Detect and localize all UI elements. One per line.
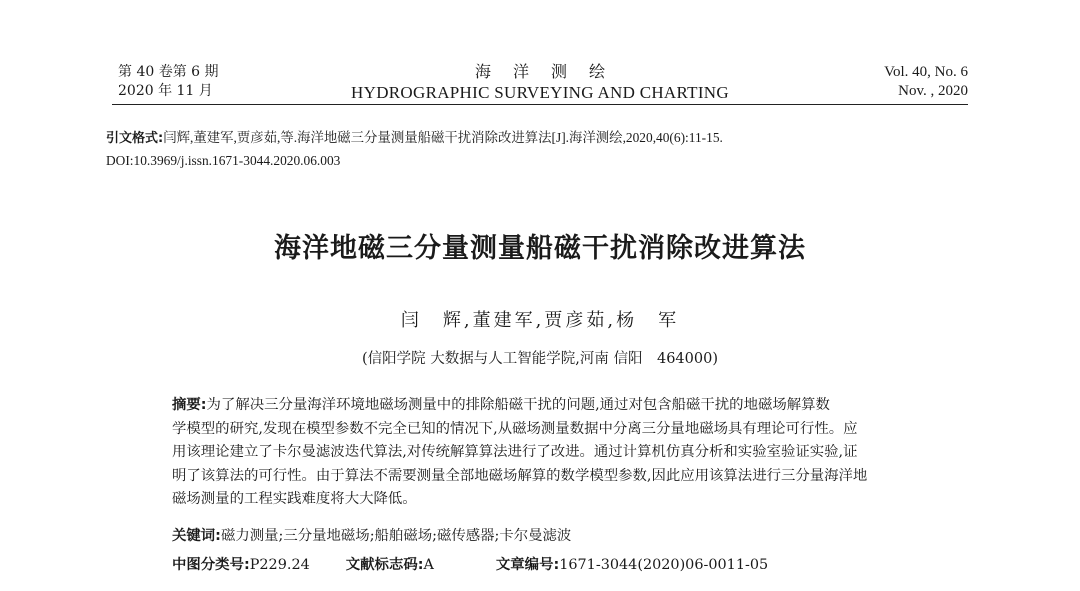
citation-block: [106, 127, 723, 172]
keywords-line: [172, 524, 571, 545]
header-volume-en: Vol. 40, No. 6: [884, 64, 968, 80]
article-number-label: 文章编号:: [495, 557, 560, 573]
abstract-block: [172, 394, 948, 512]
header-date-cn: 2020 年 11 月: [118, 83, 213, 99]
abstract-line-1: [172, 394, 948, 418]
paper-affiliation: (信阳学院 大数据与人工智能学院,河南 信阳 464000): [362, 351, 718, 367]
keywords-label: 关键词:: [172, 528, 221, 544]
abstract-text-1: 为了解决三分量海洋环境地磁场测量中的排除船磁干扰的问题,通过对包含船磁干扰的地磁场解算数: [206, 397, 830, 413]
citation-line: [106, 127, 723, 150]
header-right: [884, 63, 968, 101]
doi-line: DOI:10.3969/j.issn.1671-3044.2020.06.003: [106, 153, 341, 168]
article-number-value: 1671-3044(2020)06-0011-05: [559, 557, 769, 573]
abstract-line-4: 明了该算法的可行性。由于算法不需要测量全部地磁场解算的数学模型参数,因此应用该算法进行三分量海洋地: [172, 467, 868, 484]
citation-text: 闫辉,董建军,贾彦茹,等.海洋地磁三分量测量船磁干扰消除改进算法[J].海洋测绘,2020,40(6):11-15.: [163, 130, 723, 145]
abstract-label: 摘要:: [172, 397, 207, 413]
doc-code-label: 文献标志码:: [345, 557, 424, 573]
paper-authors: 闫 辉,董建军,贾彦茹,杨 军: [400, 310, 680, 331]
journal-name-cn: 海洋测绘: [474, 62, 627, 81]
paper-title: 海洋地磁三分量测量船磁干扰消除改进算法: [274, 233, 806, 264]
keywords-text: 磁力测量;三分量地磁场;船舶磁场;磁传感器;卡尔曼滤波: [220, 528, 572, 544]
doc-code-value: A: [423, 557, 434, 573]
journal-name-en: HYDROGRAPHIC SURVEYING AND CHARTING: [351, 83, 729, 102]
abstract-line-5: 磁场测量的工程实践难度将大大降低。: [172, 491, 417, 507]
abstract-line-2: 学模型的研究,发现在模型参数不完全已知的情况下,从磁场测量数据中分离三分量地磁场具有理论可行性。应: [172, 420, 858, 437]
citation-label: 引文格式:: [106, 131, 164, 146]
clc-value: P229.24: [249, 557, 310, 573]
header-rule: [112, 104, 968, 105]
clc-label: 中图分类号:: [172, 557, 250, 573]
header-date-en: Nov. , 2020: [898, 83, 968, 99]
header-volume-cn: 第 40 卷第 6 期: [118, 64, 219, 80]
abstract-line-3: 用该理论建立了卡尔曼滤波迭代算法,对传统解算算法进行了改进。通过计算机仿真分析和实验室验证实验,证: [172, 444, 858, 460]
classification-line: [172, 553, 768, 574]
